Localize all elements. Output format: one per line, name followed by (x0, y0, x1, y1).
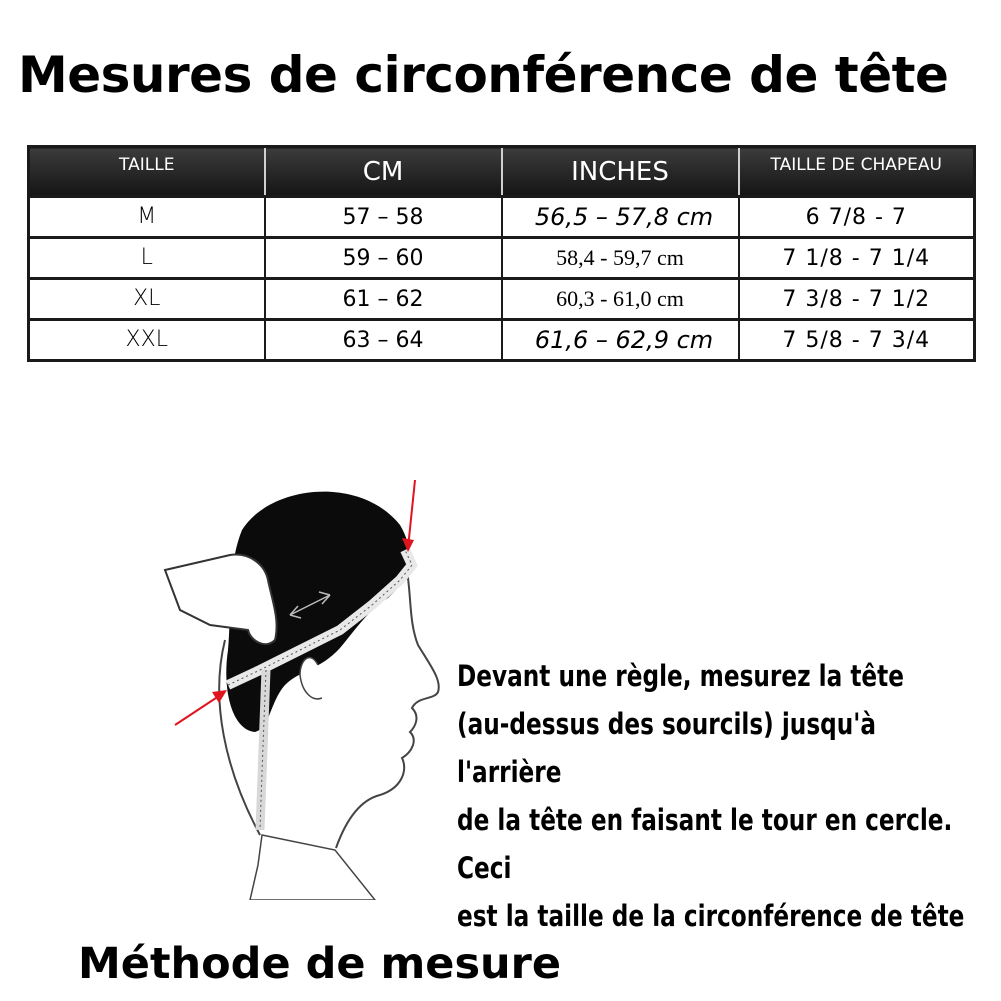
instruction-line: (au-dessus des sourcils) jusqu'à l'arrière (457, 707, 877, 789)
hat-size-cell: 6 7/8 - 7 (739, 197, 975, 238)
column-header-inches: INCHES (502, 147, 739, 197)
page-title: Mesures de circonférence de tête (18, 46, 949, 104)
table-row (29, 320, 975, 361)
neck-shape (250, 835, 375, 900)
cm-cell: 63 – 64 (265, 320, 502, 361)
instruction-line: Devant une règle, mesurez la tête (457, 659, 904, 693)
size-cell: M (29, 197, 265, 238)
size-cell: L (29, 238, 265, 279)
size-table (27, 145, 976, 362)
size-cell: XXL (29, 320, 265, 361)
measurement-instructions (457, 652, 985, 940)
column-header-hat-size: TAILLE DE CHAPEAU (739, 147, 975, 197)
instruction-line: de la tête en faisant le tour en cercle. Ceci (457, 803, 953, 885)
hat-size-cell: 7 1/8 - 7 1/4 (739, 238, 975, 279)
hat-size-cell: 7 3/8 - 7 1/2 (739, 279, 975, 320)
cm-cell: 61 – 62 (265, 279, 502, 320)
table-row (29, 238, 975, 279)
table-row (29, 197, 975, 238)
inches-cell: 60,3 - 61,0 cm (502, 279, 739, 320)
column-header-size: TAILLE (29, 147, 265, 197)
inches-cell: 56,5 – 57,8 cm (502, 197, 739, 238)
table-header-row (29, 147, 975, 197)
cm-cell: 59 – 60 (265, 238, 502, 279)
instruction-line: est la taille de la circonférence de tête (457, 899, 965, 933)
hand-shape (165, 555, 277, 645)
table-row (29, 279, 975, 320)
inches-cell: 61,6 – 62,9 cm (502, 320, 739, 361)
size-cell: XL (29, 279, 265, 320)
head-measurement-illustration (150, 470, 450, 900)
inches-cell: 58,4 - 59,7 cm (502, 238, 739, 279)
red-arrow-left-icon (175, 694, 222, 725)
cm-cell: 57 – 58 (265, 197, 502, 238)
hat-size-cell: 7 5/8 - 7 3/4 (739, 320, 975, 361)
column-header-cm: CM (265, 147, 502, 197)
method-heading: Méthode de mesure (78, 939, 562, 989)
red-arrow-top-icon (408, 480, 415, 548)
